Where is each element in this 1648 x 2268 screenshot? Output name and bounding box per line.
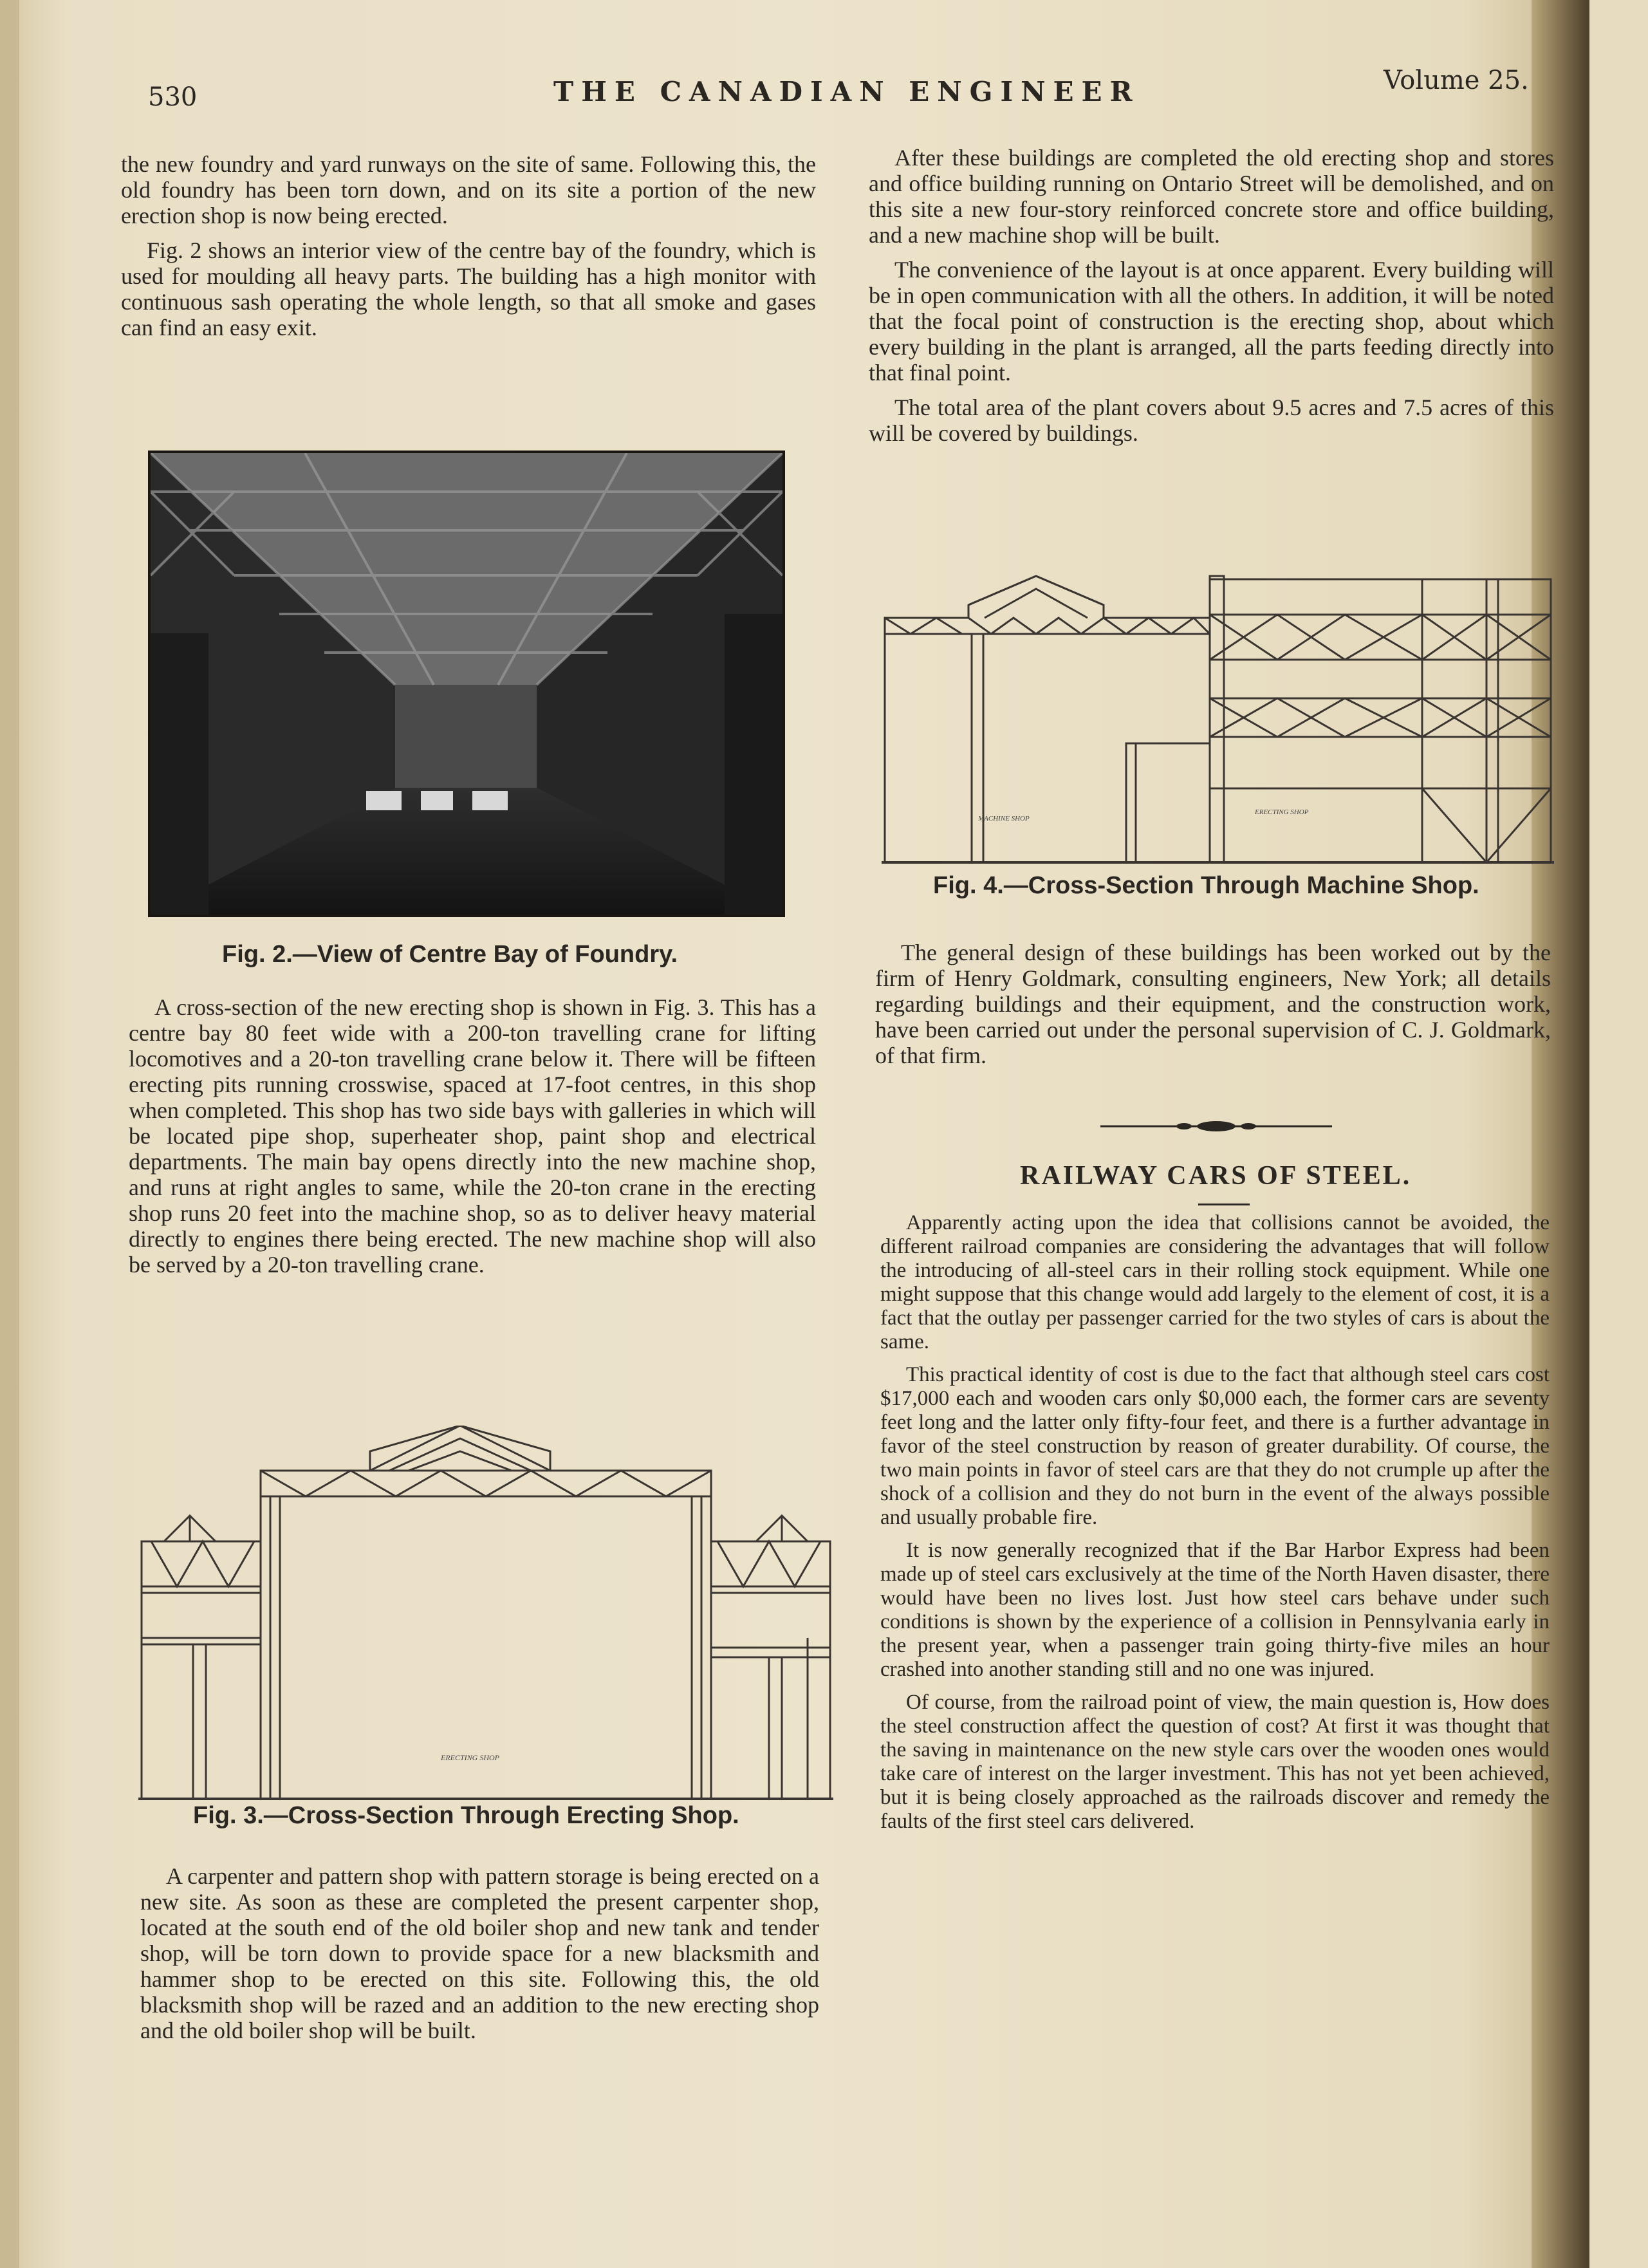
article-para-3: It is now generally recognized that if the Bar Harbor Express had been made up of steel cars exclusively at the time of the North Haven disaster, there would have been no lives lost. Just how steel cars behave under such conditions is shown by the experience of a collision in Pennsylvania early in the present year, when a passenger train going thirty-five miles an hour crashed into another standing still and no one was injured. [880,1539,1550,1681]
left-column-top [121,151,816,349]
volume-label: Volume 25. [1384,66,1529,95]
fig4-caption: Fig. 4.—Cross-Section Through Machine Shop. [933,872,1479,899]
fig3-caption: Fig. 3.—Cross-Section Through Erecting Shop. [193,1802,739,1829]
page-left-edge [0,0,19,2268]
ornamental-divider [1100,1119,1332,1134]
right-column-middle [875,940,1551,1077]
journal-title: THE CANADIAN ENGINEER [553,76,1140,107]
right-column-top [869,145,1554,455]
left-column-bottom [140,1863,819,2052]
page-number: 530 [148,82,198,112]
article-para-1: Apparently acting upon the idea that collisions cannot be avoided, the different railroad companies are considering the advantages that will follow the introducing of all-steel cars in their rolling stock equipment. While one might suppose that this change would add largely to the element of cost, it is a fact that the outlay per passenger carried for the two styles of cars is about the same. [880,1211,1550,1353]
fig4-label-machine-shop: MACHINE SHOP [978,815,1030,823]
fig2-foundry-photo [148,451,785,917]
fig4-label-erecting-shop: ERECTING SHOP [1255,808,1309,816]
left-para-1: the new foundry and yard runways on the site of same. Following this, the old foundry has been torn down, and on its site a portion of the new erection shop is now being erected. [121,151,816,228]
left-para-3: A cross-section of the new erecting shop is shown in Fig. 3. This has a centre bay 80 feet wide with a 200-ton travelling crane for lifting locomotives and a 20-ton travelling crane below it. There will be fifteen erecting pits running crosswise, spaced at 17-foot centres, in this shop when completed. This shop has two side bays with galleries in which will be located pipe shop, superheater shop, paint shop and electrical departments. The main bay opens directly into the new machine shop, and runs at right angles to same, while the 20-ton crane in the erecting shop runs 20 feet into the machine shop, so as to deliver heavy material directly to engines there being erected. The new machine shop will also be served by a 20-ton travelling crane. [129,994,816,1278]
right-para-2: The convenience of the layout is at once apparent. Every building will be in open communication with all the others. In addition, it will be noted that the focal point of construction is the erecting shop, about which every building in the plant is arranged, all the parts feeding directly into that final point. [869,257,1554,386]
fig3-erecting-shop-diagram [138,1426,833,1812]
left-para-2: Fig. 2 shows an interior view of the centre bay of the foundry, which is used for moulding all heavy parts. The building has a high monitor with continuous sash operating the whole length, so that all smoke and gases can find an easy exit. [121,237,816,340]
article-heading: RAILWAY CARS OF STEEL. [1020,1161,1412,1191]
fig3-label: ERECTING SHOP [441,1753,499,1762]
right-para-4: The general design of these buildings has been worked out by the firm of Henry Goldmark, consulting engineers, New York; all details regarding buildings and their equipment, and the construction work, have been carried out under the personal supervision of C. J. Goldmark, of that firm. [875,940,1551,1068]
fig2-caption: Fig. 2.—View of Centre Bay of Foundry. [222,941,678,968]
foundry-interior-image [151,453,782,915]
article-body [880,1211,1550,1843]
left-para-4: A carpenter and pattern shop with pattern storage is being erected on a new site. As soon as these are completed the present carpenter shop, located at the south end of the old boiler shop and new tank and tender shop, will be torn down to provide space for a new blacksmith and hammer shop to be erected on this site. Following this, the old blacksmith shop will be razed and an addition to the new erecting shop and the old boiler shop will be built. [140,1863,819,2043]
heading-rule [1198,1204,1250,1205]
article-para-4: Of course, from the railroad point of view, the main question is, How does the steel construction affect the question of cost? At first it was thought that the saving in maintenance on the new style cars over the wooden ones would take care of interest on the larger investment. This has not yet been achieved, but it is being closely approached as the railroads discover and remedy the faults of the first steel cars delivered. [880,1691,1550,1833]
right-para-3: The total area of the plant covers about 9.5 acres and 7.5 acres of this will be covered by buildings. [869,395,1554,446]
fig4-machine-shop-diagram [882,570,1554,869]
right-para-1: After these buildings are completed the old erecting shop and stores and office building running on Ontario Street will be demolished, and on this site a new four-story reinforced concrete store and office building, and a new machine shop will be built. [869,145,1554,248]
article-para-2: This practical identity of cost is due to the fact that although steel cars cost $17,000 each and wooden cars only $0,000 each, the former cars are seventy feet long and the latter only fifty-four feet, and there is a further advantage in favor of the steel construction by reason of greater durability. Of course, the two main points in favor of steel cars are that they do not crumple up after the shock of a collision and they do not burn in the event of the always possible and usually probable fire. [880,1363,1550,1529]
left-column-middle [129,994,816,1287]
